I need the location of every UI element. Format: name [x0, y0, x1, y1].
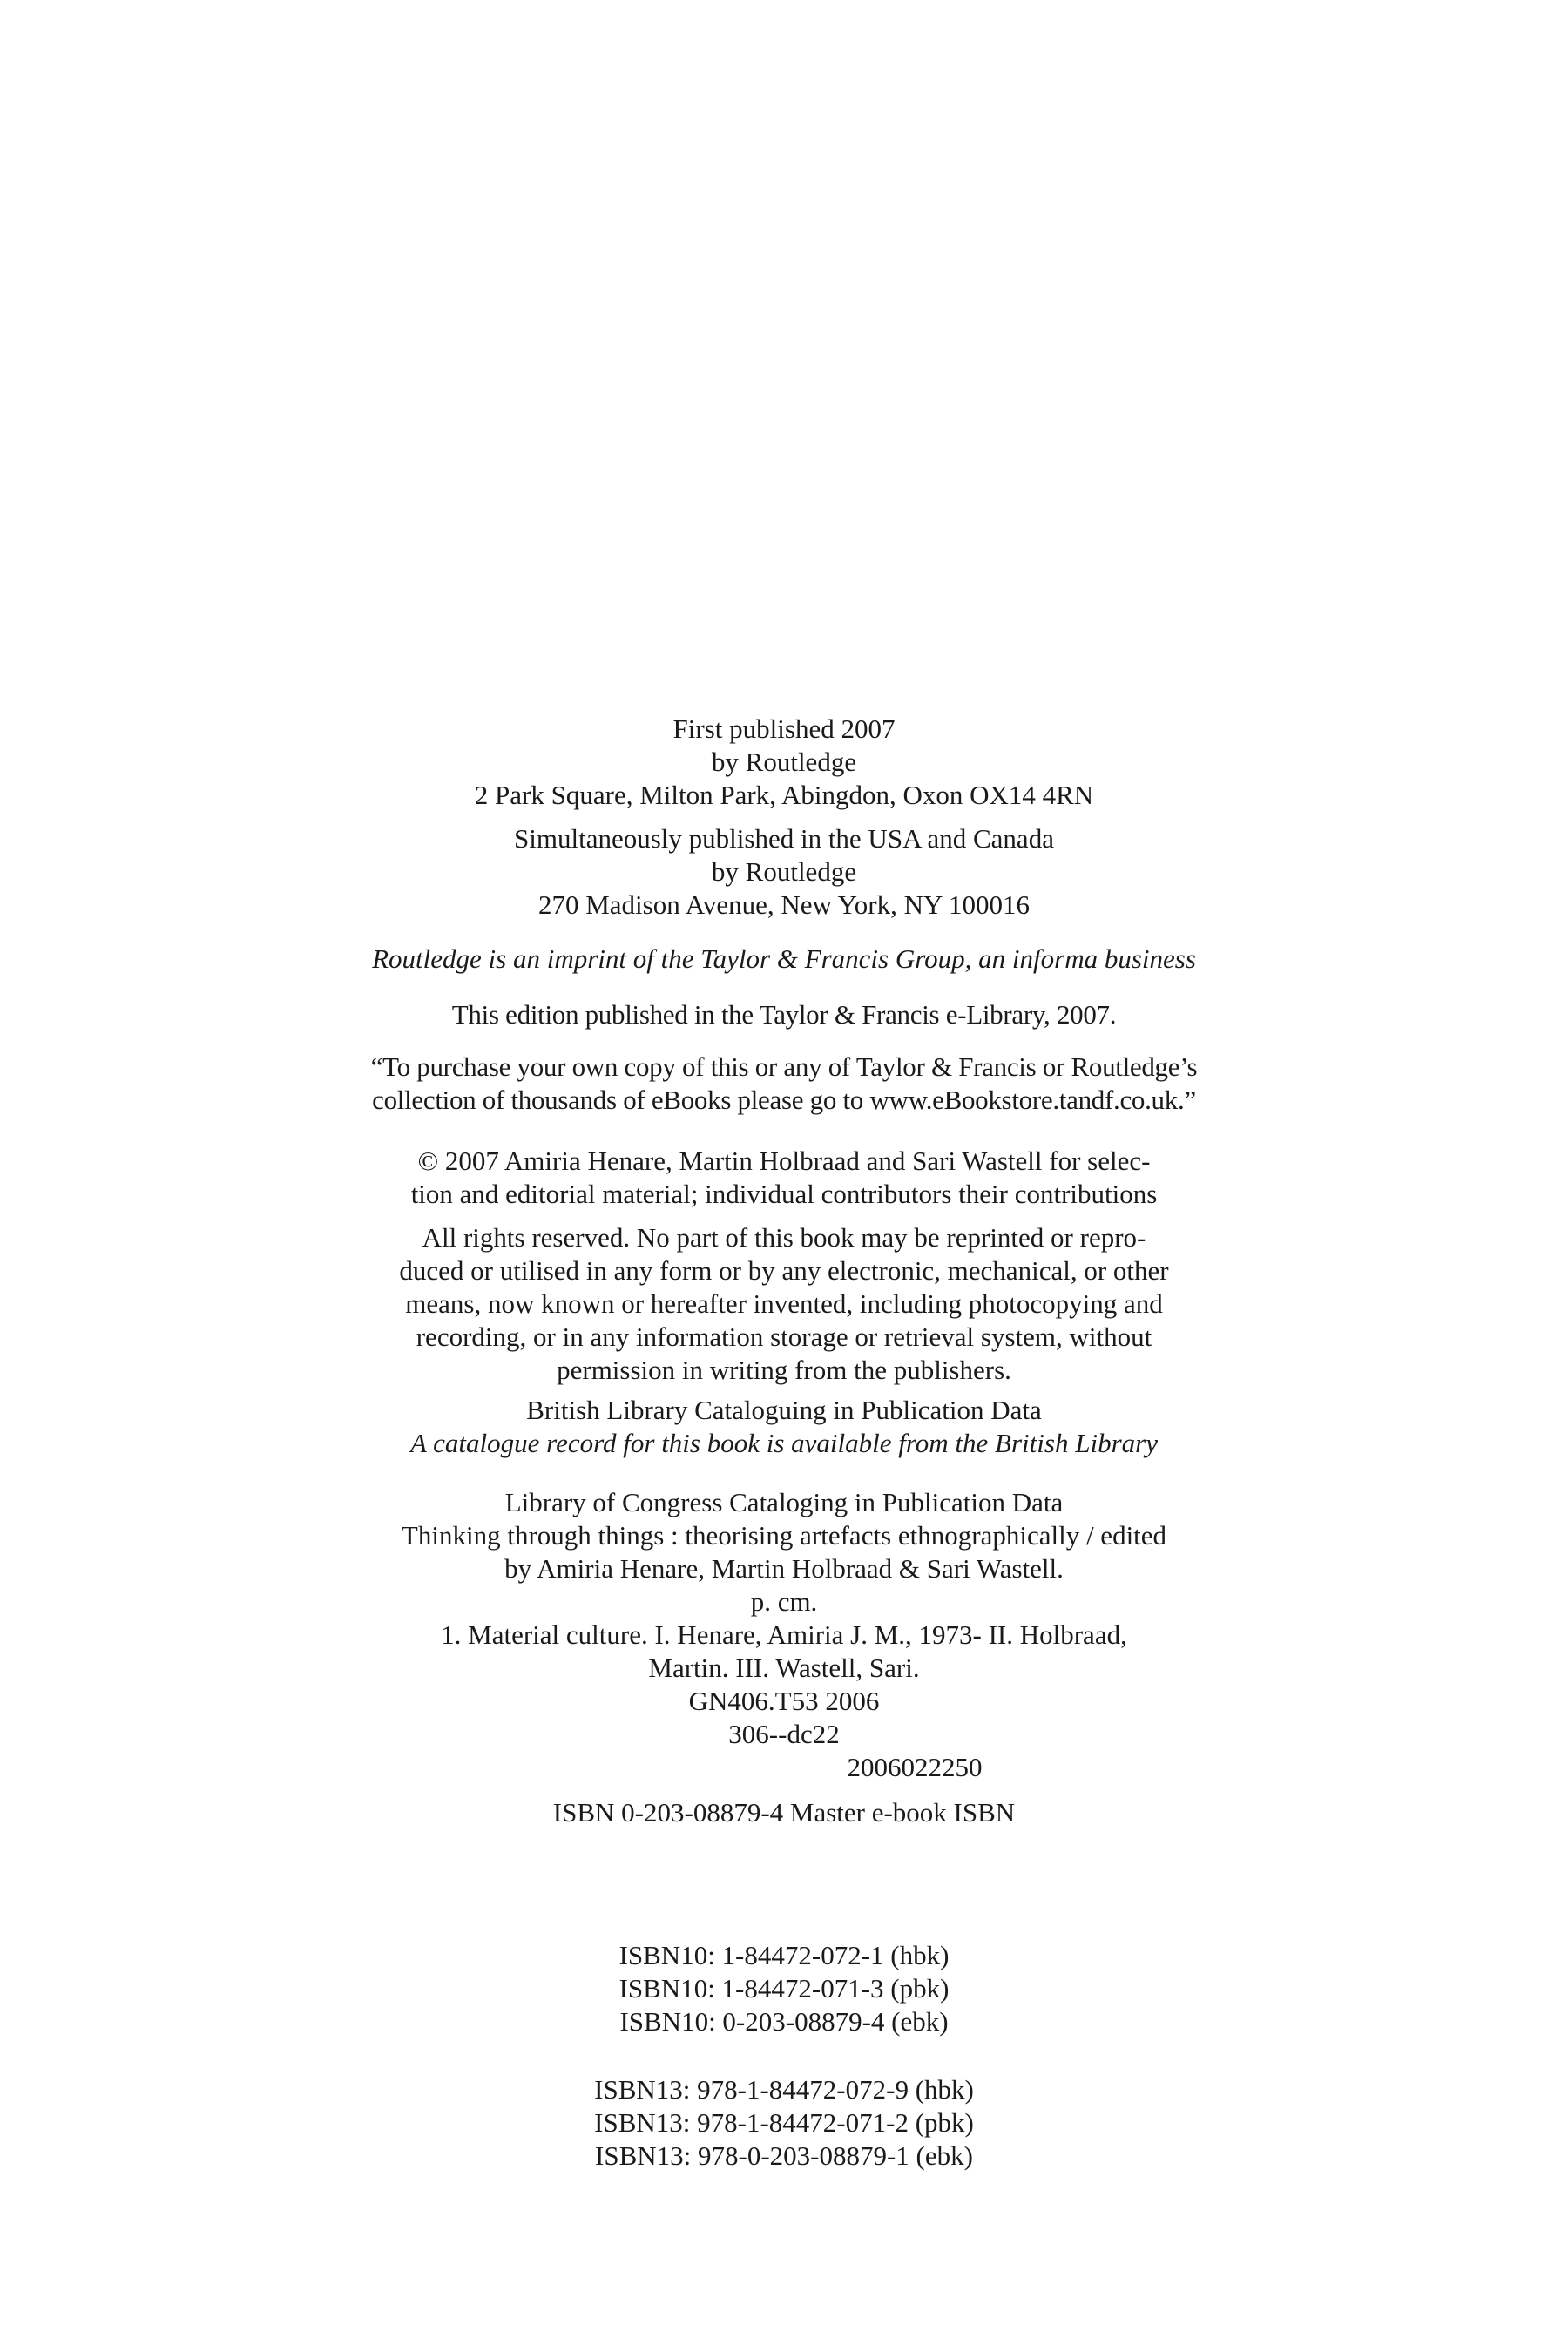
rights-line: means, now known or hereafter invented, including photocopying and	[405, 1288, 1163, 1319]
rights-line: duced or utilised in any form or by any electronic, mechanical, or other	[399, 1255, 1169, 1286]
copyright-line: © 2007 Amiria Henare, Martin Holbraad and Sari Wastell for selec-	[417, 1146, 1151, 1176]
isbn13-pbk: ISBN13: 978-1-84472-071-2 (pbk)	[594, 2107, 974, 2138]
copyright-notice	[0, 1145, 1568, 1211]
ebook-isbn	[0, 1796, 1568, 1829]
us-address-line: 270 Madison Avenue, New York, NY 100016	[537, 889, 1030, 920]
imprint-line: Routledge is an imprint of the Taylor & Francis Group, an informa business	[372, 943, 1196, 974]
isbn10-hbk: ISBN10: 1-84472-072-1 (hbk)	[618, 1940, 950, 1970]
purchase-line: “To purchase your own copy of this or any of Taylor & Francis or Routledge’s	[370, 1051, 1198, 1082]
loc-title-line: Thinking through things : theorising artefacts ethnographically / edited	[401, 1520, 1167, 1551]
edition-statement	[0, 998, 1568, 1031]
loc-dewey-number: 306--dc22	[728, 1719, 840, 1749]
isbn13-hbk: ISBN13: 978-1-84472-072-9 (hbk)	[594, 2074, 974, 2105]
library-of-congress-cip	[0, 1486, 1568, 1784]
purchase-line: collection of thousands of eBooks please go to www.eBookstore.tandf.co.uk.”	[372, 1085, 1196, 1115]
british-library-heading: British Library Cataloguing in Publication Data	[526, 1395, 1042, 1425]
isbn13-list	[0, 2073, 1568, 2173]
simultaneous-publication-block	[0, 822, 1568, 922]
simultaneous-line: Simultaneously published in the USA and Canada	[514, 823, 1054, 854]
loc-subjects-line: 1. Material culture. I. Henare, Amiria J. M., 1973- II. Holbraad,	[441, 1619, 1127, 1650]
isbn10-pbk: ISBN10: 1-84472-071-3 (pbk)	[618, 1973, 950, 2004]
loc-pagination-line: p. cm.	[750, 1586, 818, 1617]
loc-subjects-line: Martin. III. Wastell, Sari.	[648, 1652, 920, 1683]
loc-call-number: GN406.T53 2006	[688, 1686, 880, 1716]
loc-control-number: 2006022250	[847, 1752, 983, 1782]
rights-notice	[0, 1221, 1568, 1387]
ebook-isbn-line: ISBN 0-203-08879-4 Master e-book ISBN	[552, 1797, 1016, 1828]
purchase-notice	[0, 1051, 1568, 1117]
british-library-note: A catalogue record for this book is available from the British Library	[410, 1428, 1158, 1458]
isbn13-ebk: ISBN13: 978-0-203-08879-1 (ebk)	[595, 2140, 973, 2171]
isbn10-list	[0, 1939, 1568, 2038]
loc-editors-line: by Amiria Henare, Martin Holbraad & Sari Wastell.	[504, 1553, 1064, 1584]
copyright-line: tion and editorial material; individual contributors their contributions	[410, 1179, 1158, 1209]
rights-line: permission in writing from the publishers.	[557, 1355, 1011, 1385]
publisher-address-line: 2 Park Square, Milton Park, Abingdon, Oxon OX14 4RN	[474, 780, 1094, 810]
imprint-statement	[0, 943, 1568, 976]
isbn10-ebk: ISBN10: 0-203-08879-4 (ebk)	[619, 2006, 949, 2037]
rights-line: recording, or in any information storage or retrieval system, without	[416, 1321, 1152, 1352]
edition-line: This edition published in the Taylor & Francis e-Library, 2007.	[451, 999, 1117, 1030]
us-publisher-line: by Routledge	[711, 856, 857, 887]
british-library-cip	[0, 1394, 1568, 1460]
first-published-block	[0, 713, 1568, 812]
first-published-line: First published 2007	[672, 713, 896, 744]
rights-line: All rights reserved. No part of this book may be reprinted or repro-	[422, 1222, 1146, 1253]
loc-heading: Library of Congress Cataloging in Publication Data	[504, 1487, 1064, 1517]
publisher-line: by Routledge	[711, 747, 857, 777]
